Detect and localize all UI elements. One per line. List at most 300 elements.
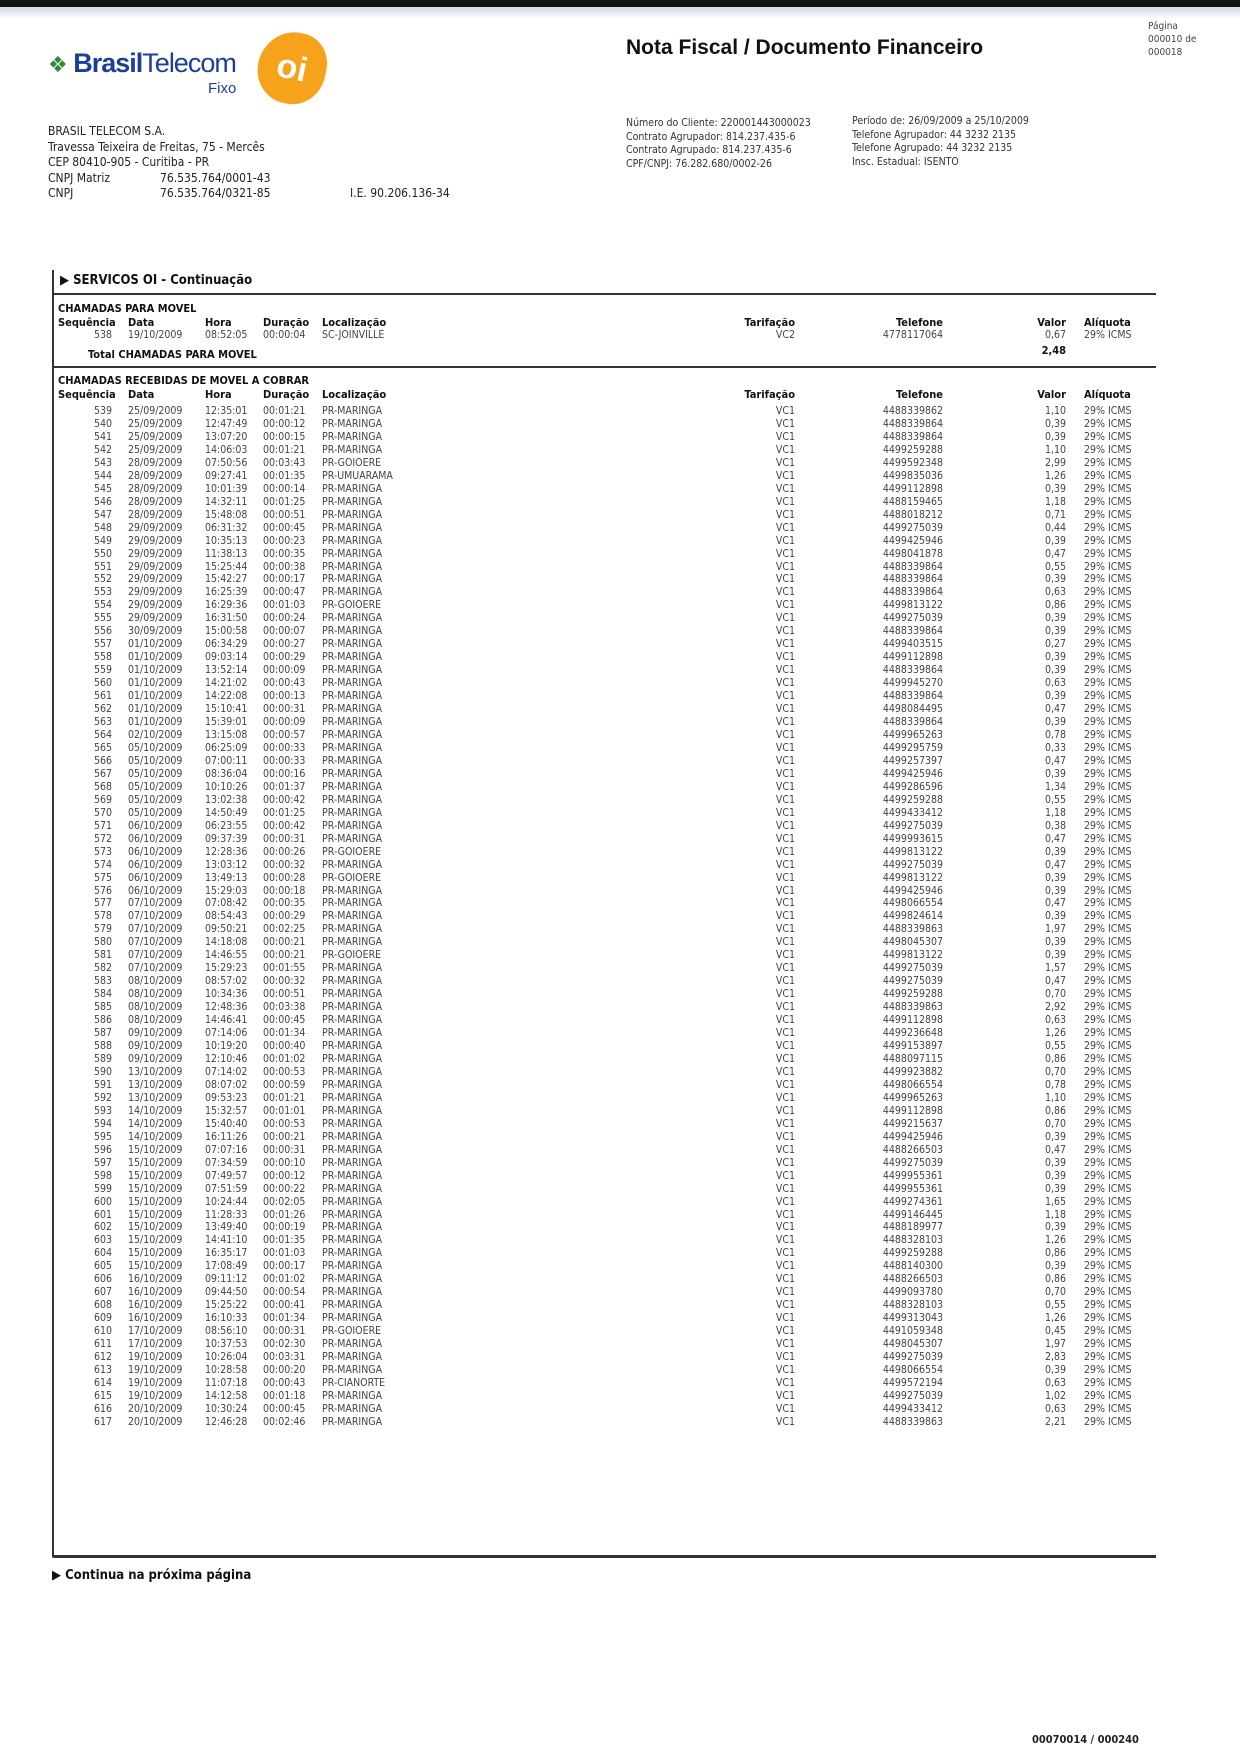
cell-valor: 0,86 <box>1044 1053 1066 1065</box>
cell-telefone: 4499259288 <box>882 443 943 456</box>
cell-data: 07/10/2009 <box>128 923 183 936</box>
cell-hora: 10:30:24 <box>205 1402 248 1415</box>
cell-tarifacao: VC1 <box>775 482 795 495</box>
cell-hora: 14:46:41 <box>205 1014 248 1027</box>
cell-aliquota: 29% ICMS <box>1084 1415 1132 1428</box>
cell-data: 25/09/2009 <box>128 417 183 430</box>
cell-telefone: 4488339864 <box>882 560 943 573</box>
divider <box>54 293 1156 295</box>
cell-hora: 11:38:13 <box>205 547 248 560</box>
cell-valor: 0,47 <box>1044 703 1066 716</box>
page-label: Página <box>1148 21 1178 32</box>
client-number: Número do Cliente: 220001443000023 <box>626 117 811 129</box>
cell-hora: 11:07:18 <box>205 1377 248 1389</box>
cell-localizacao: PR-MARINGA <box>322 405 383 417</box>
cell-telefone: 4491059348 <box>882 1325 943 1338</box>
cell-localizacao: PR-MARINGA <box>322 508 383 521</box>
cell-duracao: 00:01:26 <box>263 1208 306 1221</box>
cell-valor: 0,63 <box>1044 677 1066 690</box>
company-cep: CEP 80410-905 - Curitiba - PR <box>48 155 210 169</box>
cell-aliquota: 29% ICMS <box>1084 884 1132 897</box>
cell-aliquota: 29% ICMS <box>1084 547 1132 560</box>
cell-telefone: 4499433412 <box>882 806 943 819</box>
cell-aliquota: 29% ICMS <box>1084 897 1132 910</box>
cell-telefone: 4498066554 <box>882 1078 943 1091</box>
cell-aliquota: 29% ICMS <box>1084 677 1132 690</box>
cell-sequencia: 569 <box>93 793 112 806</box>
cell-tarifacao: VC1 <box>775 1143 795 1156</box>
cell-valor: 1,57 <box>1044 962 1066 975</box>
cell-duracao: 00:02:46 <box>263 1415 306 1428</box>
cell-hora: 07:49:57 <box>205 1169 248 1182</box>
cell-duracao: 00:01:34 <box>263 1027 306 1040</box>
cell-hora: 12:47:49 <box>205 417 248 430</box>
cell-duracao: 00:03:43 <box>263 456 306 469</box>
cell-sequencia: 568 <box>93 780 112 793</box>
cell-aliquota: 29% ICMS <box>1084 741 1132 754</box>
cell-telefone: 4499295759 <box>882 741 943 754</box>
cell-valor: 0,71 <box>1044 508 1066 521</box>
cell-localizacao: PR-MARINGA <box>322 443 383 456</box>
cell-tarifacao: VC1 <box>775 625 795 638</box>
cell-valor: 1,65 <box>1044 1195 1066 1208</box>
cell-tarifacao: VC1 <box>775 469 795 482</box>
cell-tarifacao: VC1 <box>775 1065 795 1078</box>
cell-tarifacao: VC1 <box>775 754 795 767</box>
cell-hora: 08:56:10 <box>205 1325 248 1338</box>
cell-sequencia: 571 <box>93 819 112 832</box>
col-header-valor: Valor <box>1037 388 1066 401</box>
cell-tarifacao: VC1 <box>775 858 795 871</box>
cell-aliquota: 29% ICMS <box>1084 1286 1132 1299</box>
cell-localizacao: PR-GOIOERE <box>322 599 382 612</box>
cell-valor: 1,97 <box>1044 923 1066 936</box>
cell-duracao: 00:00:51 <box>263 508 306 521</box>
cell-valor: 0,39 <box>1044 936 1066 949</box>
cell-data: 29/09/2009 <box>128 612 183 625</box>
cell-duracao: 00:01:21 <box>263 405 306 417</box>
cell-telefone: 4499965263 <box>882 729 943 741</box>
cell-valor: 0,39 <box>1044 1364 1066 1377</box>
cell-sequencia: 551 <box>93 560 112 573</box>
cell-valor: 0,39 <box>1044 910 1066 923</box>
cell-valor: 0,39 <box>1044 625 1066 638</box>
cell-aliquota: 29% ICMS <box>1084 1078 1132 1091</box>
document-title: Nota Fiscal / Documento Financeiro <box>626 36 984 59</box>
cell-hora: 09:53:23 <box>205 1091 248 1104</box>
cell-telefone: 4488339864 <box>882 573 943 586</box>
cell-tarifacao: VC1 <box>775 638 795 651</box>
cell-duracao: 00:00:14 <box>263 482 306 495</box>
cell-duracao: 00:00:35 <box>263 897 306 910</box>
col-header-data: Data <box>128 316 155 329</box>
cell-data: 06/10/2009 <box>128 819 183 832</box>
cell-telefone: 4499153897 <box>882 1040 943 1053</box>
cell-duracao: 00:01:02 <box>263 1053 306 1065</box>
cell-aliquota: 29% ICMS <box>1084 1312 1132 1325</box>
cell-data: 20/10/2009 <box>128 1415 183 1428</box>
cell-valor: 1,18 <box>1044 495 1066 508</box>
cell-sequencia: 564 <box>93 729 112 741</box>
cell-valor: 0,70 <box>1044 1286 1066 1299</box>
cell-valor: 0,33 <box>1044 741 1066 754</box>
cell-tarifacao: VC1 <box>775 780 795 793</box>
cell-localizacao: PR-GOIOERE <box>322 949 382 962</box>
cell-tarifacao: VC1 <box>775 495 795 508</box>
cell-sequencia: 577 <box>93 897 112 910</box>
cell-hora: 14:18:08 <box>205 936 248 949</box>
cell-duracao: 00:00:18 <box>263 884 306 897</box>
cell-localizacao: PR-GOIOERE <box>322 456 382 469</box>
cell-telefone: 4488339863 <box>882 1415 943 1428</box>
cell-localizacao: PR-MARINGA <box>322 897 383 910</box>
cell-valor: 0,55 <box>1044 793 1066 806</box>
cell-tarifacao: VC1 <box>775 1299 795 1312</box>
cell-valor: 0,86 <box>1044 599 1066 612</box>
cell-aliquota: 29% ICMS <box>1084 1027 1132 1040</box>
cell-data: 15/10/2009 <box>128 1247 183 1260</box>
col-header-duracao: Duração <box>263 316 310 329</box>
cell-hora: 07:34:59 <box>205 1156 248 1169</box>
cell-telefone: 4499275039 <box>882 1351 943 1364</box>
cell-aliquota: 29% ICMS <box>1084 806 1132 819</box>
cell-tarifacao: VC1 <box>775 1325 795 1338</box>
col-header-hora: Hora <box>205 316 232 329</box>
cell-sequencia: 579 <box>93 923 112 936</box>
cell-hora: 06:25:09 <box>205 741 248 754</box>
cell-hora: 09:37:39 <box>205 832 248 845</box>
cell-tarifacao: VC1 <box>775 1338 795 1351</box>
cell-valor: 2,99 <box>1044 456 1066 469</box>
cell-aliquota: 29% ICMS <box>1084 586 1132 599</box>
col-header-localizacao: Localização <box>322 316 387 329</box>
cell-telefone: 4488339864 <box>882 690 943 703</box>
cell-valor: 1,26 <box>1044 1312 1066 1325</box>
logo-text-bold: Brasil <box>73 48 143 78</box>
cell-valor: 0,39 <box>1044 1156 1066 1169</box>
cell-sequencia: 596 <box>93 1143 112 1156</box>
cell-valor: 0,39 <box>1044 716 1066 729</box>
cell-sequencia: 573 <box>93 845 112 858</box>
col-header-tarifacao: Tarifação <box>744 316 795 329</box>
cell-localizacao: PR-CIANORTE <box>322 1377 386 1389</box>
cell-localizacao: PR-MARINGA <box>322 1389 383 1402</box>
cell-hora: 06:23:55 <box>205 819 248 832</box>
cell-localizacao: PR-MARINGA <box>322 729 383 741</box>
cell-tarifacao: VC1 <box>775 443 795 456</box>
cell-sequencia: 548 <box>93 521 112 534</box>
cell-hora: 16:29:36 <box>205 599 248 612</box>
cell-telefone: 4499955361 <box>882 1182 943 1195</box>
cell-telefone: 4499275039 <box>882 962 943 975</box>
cell-tarifacao: VC1 <box>775 1001 795 1014</box>
cell-tarifacao: VC1 <box>775 975 795 988</box>
cell-valor: 0,47 <box>1044 975 1066 988</box>
cell-sequencia: 557 <box>93 638 112 651</box>
cell-telefone: 4498041878 <box>882 547 943 560</box>
cell-tarifacao: VC1 <box>775 767 795 780</box>
cell-telefone: 4498084495 <box>882 703 943 716</box>
cell-duracao: 00:01:01 <box>263 1104 306 1117</box>
cell-localizacao: PR-MARINGA <box>322 1351 383 1364</box>
col-header-aliquota: Alíquota <box>1084 316 1131 329</box>
cell-duracao: 00:00:19 <box>263 1221 306 1234</box>
cell-hora: 15:25:22 <box>205 1299 248 1312</box>
cell-duracao: 00:00:17 <box>263 573 306 586</box>
cell-hora: 14:32:11 <box>205 495 248 508</box>
cell-valor: 0,78 <box>1044 729 1066 741</box>
cell-tarifacao: VC1 <box>775 1389 795 1402</box>
cell-tarifacao: VC1 <box>775 1156 795 1169</box>
cell-duracao: 00:00:22 <box>263 1182 306 1195</box>
cell-sequencia: 616 <box>93 1402 112 1415</box>
cell-sequencia: 615 <box>93 1389 112 1402</box>
cell-localizacao: PR-MARINGA <box>322 716 383 729</box>
cell-duracao: 00:00:51 <box>263 988 306 1001</box>
cell-duracao: 00:01:37 <box>263 780 306 793</box>
cell-aliquota: 29% ICMS <box>1084 793 1132 806</box>
cell-sequencia: 581 <box>93 949 112 962</box>
cell-valor: 0,39 <box>1044 573 1066 586</box>
cell-telefone: 4499146445 <box>882 1208 943 1221</box>
cell-hora: 06:34:29 <box>205 638 248 651</box>
cell-localizacao: PR-MARINGA <box>322 1040 383 1053</box>
cell-duracao: 00:00:47 <box>263 586 306 599</box>
cell-localizacao: PR-MARINGA <box>322 560 383 573</box>
cell-localizacao: PR-MARINGA <box>322 819 383 832</box>
cell-telefone: 4488339864 <box>882 430 943 443</box>
contrato-agrupador: Contrato Agrupador: 814.237.435-6 <box>626 130 796 143</box>
cell-sequencia: 552 <box>93 573 112 586</box>
cell-valor: 0,86 <box>1044 1247 1066 1260</box>
cell-duracao: 00:01:21 <box>263 1091 306 1104</box>
cell-duracao: 00:00:31 <box>263 832 306 845</box>
cell-valor: 0,39 <box>1044 690 1066 703</box>
page-current: 000010 de <box>1148 34 1197 45</box>
cell-duracao: 00:01:25 <box>263 495 306 508</box>
cell-localizacao: PR-GOIOERE <box>322 1325 382 1338</box>
continue-text: Continua na próxima página <box>65 1568 252 1583</box>
cell-aliquota: 29% ICMS <box>1084 1364 1132 1377</box>
cell-telefone: 4499592348 <box>882 456 943 469</box>
cell-aliquota: 29% ICMS <box>1084 858 1132 871</box>
cell-localizacao: PR-MARINGA <box>322 703 383 716</box>
cell-telefone: 4488266503 <box>882 1143 943 1156</box>
cell-aliquota: 29% ICMS <box>1084 1325 1132 1338</box>
cell-aliquota: 29% ICMS <box>1084 405 1132 417</box>
cell-aliquota: 29% ICMS <box>1084 1338 1132 1351</box>
cell-sequencia: 586 <box>93 1014 112 1027</box>
cell-localizacao: PR-MARINGA <box>322 586 383 599</box>
cell-valor: 0,78 <box>1044 1078 1066 1091</box>
cell-localizacao: PR-MARINGA <box>322 884 383 897</box>
cell-telefone: 4488328103 <box>882 1234 943 1247</box>
cell-valor: 0,39 <box>1044 949 1066 962</box>
cell-duracao: 00:00:09 <box>263 716 306 729</box>
cell-aliquota: 29% ICMS <box>1084 936 1132 949</box>
cell-duracao: 00:01:35 <box>263 469 306 482</box>
cell-tarifacao: VC1 <box>775 871 795 884</box>
cell-telefone: 4499955361 <box>882 1169 943 1182</box>
cell-data: 28/09/2009 <box>128 508 183 521</box>
cell-sequencia: 587 <box>93 1027 112 1040</box>
cell-sequencia: 614 <box>93 1377 112 1389</box>
cell-aliquota: 29% ICMS <box>1084 1040 1132 1053</box>
cell-hora: 16:10:33 <box>205 1312 248 1325</box>
cell-aliquota: 29% ICMS <box>1084 508 1132 521</box>
cell-valor: 1,18 <box>1044 1208 1066 1221</box>
cell-hora: 09:27:41 <box>205 469 248 482</box>
cell-data: 08/10/2009 <box>128 988 183 1001</box>
cell-telefone: 4499993615 <box>882 832 943 845</box>
cell-duracao: 00:00:12 <box>263 1169 306 1182</box>
cell-localizacao: SC-JOINVILLE <box>322 329 385 341</box>
cell-valor: 0,39 <box>1044 664 1066 677</box>
cell-hora: 13:03:12 <box>205 858 248 871</box>
cell-duracao: 00:03:31 <box>263 1351 306 1364</box>
cell-data: 19/10/2009 <box>128 329 183 341</box>
cell-hora: 10:24:44 <box>205 1195 248 1208</box>
cell-sequencia: 574 <box>93 858 112 871</box>
cell-tarifacao: VC1 <box>775 1364 795 1377</box>
cell-data: 07/10/2009 <box>128 936 183 949</box>
col-header-data: Data <box>128 388 155 401</box>
cell-tarifacao: VC1 <box>775 1415 795 1428</box>
cell-valor: 0,70 <box>1044 1065 1066 1078</box>
cell-hora: 14:21:02 <box>205 677 248 690</box>
cell-hora: 16:11:26 <box>205 1130 248 1143</box>
cell-data: 29/09/2009 <box>128 560 183 573</box>
cell-aliquota: 29% ICMS <box>1084 495 1132 508</box>
cell-localizacao: PR-MARINGA <box>322 1364 383 1377</box>
cell-telefone: 4499923882 <box>882 1065 943 1078</box>
cell-data: 15/10/2009 <box>128 1221 183 1234</box>
cell-tarifacao: VC1 <box>775 560 795 573</box>
cell-localizacao: PR-MARINGA <box>322 975 383 988</box>
cell-localizacao: PR-MARINGA <box>322 677 383 690</box>
cell-data: 17/10/2009 <box>128 1338 183 1351</box>
cell-localizacao: PR-MARINGA <box>322 793 383 806</box>
cell-duracao: 00:00:45 <box>263 1014 306 1027</box>
cell-localizacao: PR-MARINGA <box>322 754 383 767</box>
cell-hora: 07:00:11 <box>205 754 248 767</box>
cell-duracao: 00:00:13 <box>263 690 306 703</box>
cell-telefone: 4488328103 <box>882 1299 943 1312</box>
cell-aliquota: 29% ICMS <box>1084 560 1132 573</box>
cell-valor: 0,44 <box>1044 521 1066 534</box>
cell-hora: 13:07:20 <box>205 430 248 443</box>
cell-tarifacao: VC1 <box>775 884 795 897</box>
cell-aliquota: 29% ICMS <box>1084 329 1132 341</box>
cell-telefone: 4499813122 <box>882 949 943 962</box>
cell-duracao: 00:00:41 <box>263 1299 306 1312</box>
cell-sequencia: 593 <box>93 1104 112 1117</box>
cell-telefone: 4499275039 <box>882 858 943 871</box>
cell-duracao: 00:00:33 <box>263 754 306 767</box>
cell-valor: 0,70 <box>1044 988 1066 1001</box>
cell-duracao: 00:00:54 <box>263 1286 306 1299</box>
cell-aliquota: 29% ICMS <box>1084 469 1132 482</box>
cell-tarifacao: VC1 <box>775 1040 795 1053</box>
cell-data: 01/10/2009 <box>128 690 183 703</box>
cell-data: 28/09/2009 <box>128 469 183 482</box>
cell-sequencia: 546 <box>93 495 112 508</box>
cell-aliquota: 29% ICMS <box>1084 780 1132 793</box>
cell-sequencia: 604 <box>93 1247 112 1260</box>
company-info <box>48 124 450 202</box>
cell-telefone: 4499275039 <box>882 1389 943 1402</box>
insc-estadual: Insc. Estadual: ISENTO <box>852 155 959 168</box>
cell-sequencia: 541 <box>93 430 112 443</box>
cell-sequencia: 588 <box>93 1040 112 1053</box>
cell-aliquota: 29% ICMS <box>1084 819 1132 832</box>
cell-localizacao: PR-MARINGA <box>322 1208 383 1221</box>
cell-telefone: 4499259288 <box>882 1247 943 1260</box>
cell-tarifacao: VC1 <box>775 741 795 754</box>
cell-aliquota: 29% ICMS <box>1084 767 1132 780</box>
cell-duracao: 00:00:45 <box>263 521 306 534</box>
cell-tarifacao: VC1 <box>775 612 795 625</box>
cell-hora: 10:34:36 <box>205 988 248 1001</box>
cell-sequencia: 570 <box>93 806 112 819</box>
cell-data: 28/09/2009 <box>128 495 183 508</box>
cell-tarifacao: VC1 <box>775 651 795 664</box>
cell-localizacao: PR-GOIOERE <box>322 871 382 884</box>
cnpj-matriz-label: CNPJ Matriz <box>48 170 110 185</box>
cell-telefone: 4499813122 <box>882 845 943 858</box>
cell-data: 15/10/2009 <box>128 1195 183 1208</box>
cell-aliquota: 29% ICMS <box>1084 1130 1132 1143</box>
cell-localizacao: PR-MARINGA <box>322 858 383 871</box>
cell-aliquota: 29% ICMS <box>1084 1104 1132 1117</box>
cell-localizacao: PR-MARINGA <box>322 910 383 923</box>
cell-hora: 12:10:46 <box>205 1053 248 1065</box>
cell-hora: 08:54:43 <box>205 910 248 923</box>
cell-sequencia: 550 <box>93 547 112 560</box>
cell-localizacao: PR-MARINGA <box>322 988 383 1001</box>
cell-localizacao: PR-MARINGA <box>322 1338 383 1351</box>
cell-sequencia: 563 <box>93 716 112 729</box>
cell-valor: 1,18 <box>1044 806 1066 819</box>
cell-valor: 0,45 <box>1044 1325 1066 1338</box>
cell-sequencia: 612 <box>93 1351 112 1364</box>
cell-sequencia: 553 <box>93 586 112 599</box>
cell-telefone: 4499425946 <box>882 767 943 780</box>
cell-data: 13/10/2009 <box>128 1091 183 1104</box>
cell-duracao: 00:00:42 <box>263 793 306 806</box>
cell-data: 14/10/2009 <box>128 1130 183 1143</box>
cell-valor: 0,63 <box>1044 1014 1066 1027</box>
cell-telefone: 4488159465 <box>882 495 943 508</box>
cell-telefone: 4499257397 <box>882 754 943 767</box>
cell-localizacao: PR-UMUARAMA <box>322 469 393 482</box>
cell-valor: 0,63 <box>1044 586 1066 599</box>
cell-tarifacao: VC1 <box>775 1221 795 1234</box>
cell-hora: 16:31:50 <box>205 612 248 625</box>
cell-duracao: 00:00:21 <box>263 949 306 962</box>
cell-telefone: 4488339864 <box>882 417 943 430</box>
cell-tarifacao: VC1 <box>775 1169 795 1182</box>
cell-hora: 14:12:58 <box>205 1389 248 1402</box>
cell-duracao: 00:00:27 <box>263 638 306 651</box>
cell-localizacao: PR-MARINGA <box>322 534 383 547</box>
cell-duracao: 00:00:12 <box>263 417 306 430</box>
cell-aliquota: 29% ICMS <box>1084 690 1132 703</box>
cell-tarifacao: VC1 <box>775 405 795 417</box>
cell-sequencia: 599 <box>93 1182 112 1195</box>
col-header-sequencia: Sequência <box>58 388 116 401</box>
cell-duracao: 00:00:35 <box>263 547 306 560</box>
